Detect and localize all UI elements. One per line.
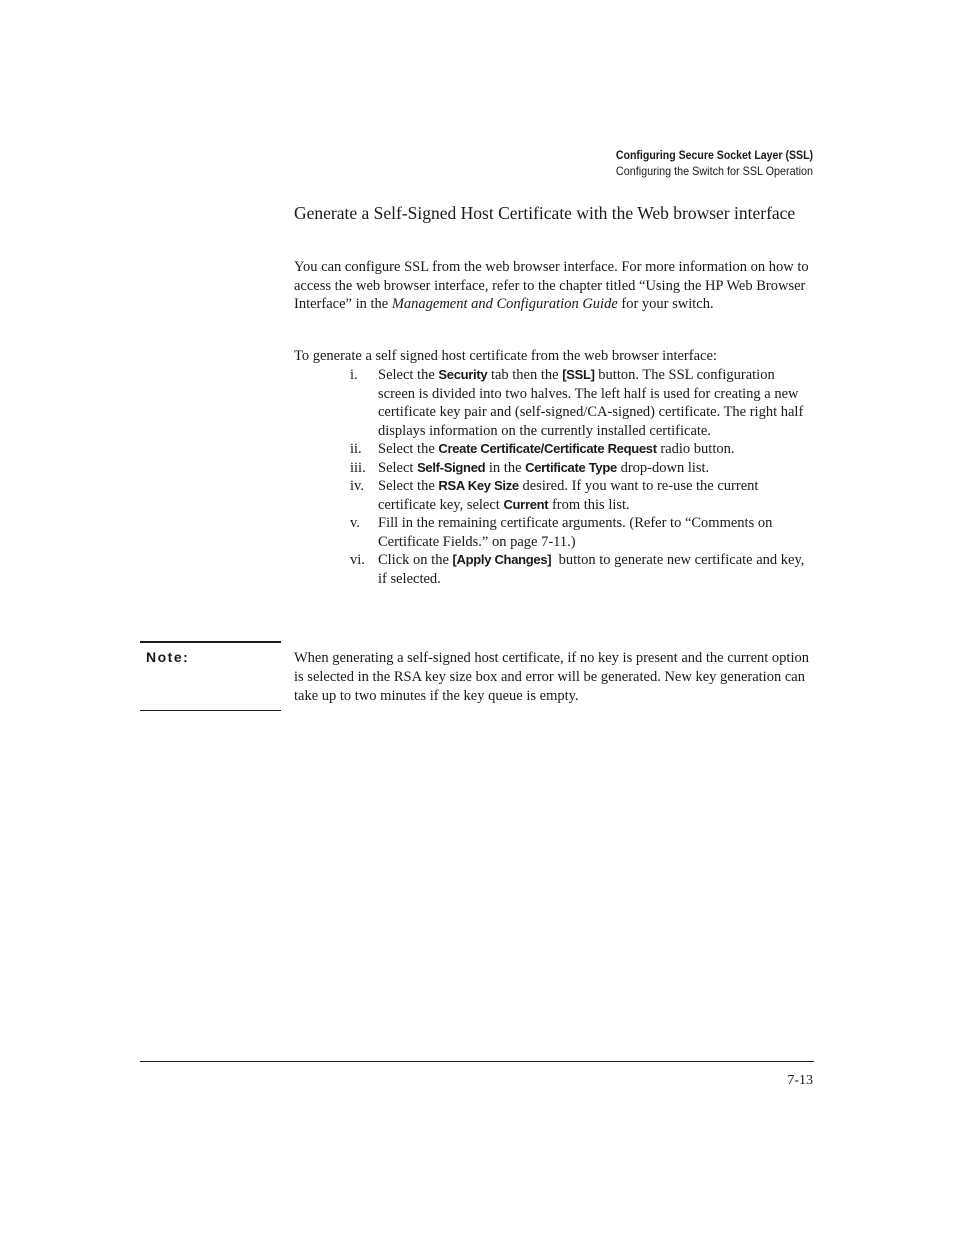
intro-text-1: You can configure SSL from the web browser interface. For more information on how to access the web browser interface, refer to the chapter titled “Using the HP Web Browser Interface” in the [294, 259, 809, 312]
list-item [294, 514, 814, 551]
note-top-rule [140, 641, 281, 643]
step-number: iv. [350, 478, 364, 494]
step-text: Click on the [378, 552, 453, 568]
intro-paragraph [294, 258, 814, 314]
section-heading: Generate a Self-Signed Host Certificate with the Web browser interface [294, 203, 796, 223]
step-text: in the [485, 459, 526, 476]
step-text: Select the [378, 478, 439, 494]
list-item [294, 440, 814, 459]
step-text: drop-down list. [616, 459, 710, 476]
note-text: When generating a self-signed host certificate, if no key is present and the current option is selected in the RSA key size box and error will be generated. New key generation can take up to two minutes if the key queue is empty. [294, 650, 809, 704]
steps-intro: To generate a self signed host certificate from the web browser interface: [294, 348, 717, 364]
chapter-title: Configuring Secure Socket Layer (SSL) [615, 148, 813, 162]
list-item [294, 459, 814, 478]
step-text: desired. If you want to re-use the current certificate key, select [378, 478, 759, 513]
footer-rule [140, 1061, 814, 1062]
apply-changes-label: [Apply Changes] [452, 552, 552, 567]
step-text: radio button. [656, 441, 735, 457]
page-number: 7-13 [787, 1073, 813, 1088]
step-number: iii. [350, 459, 366, 476]
steps-list [294, 366, 814, 588]
note-bottom-rule [140, 710, 281, 711]
step-text: from this list. [548, 496, 630, 513]
step-text: tab then the [487, 367, 563, 383]
step-number: ii. [350, 441, 362, 457]
note-label: Note: [146, 649, 190, 665]
running-header [589, 147, 813, 179]
ssl-button-label: [SSL] [562, 367, 595, 382]
rsa-key-size-label: RSA Key Size [438, 478, 519, 493]
current-label: Current [503, 496, 549, 512]
list-item [294, 551, 814, 588]
step-number: v. [350, 515, 360, 531]
step-number: vi. [350, 552, 365, 568]
list-item [294, 366, 814, 440]
create-certificate-label: Create Certificate/Certificate Request [438, 441, 657, 456]
section-title: Configuring the Switch for SSL Operation [615, 164, 813, 178]
certificate-type-label: Certificate Type [525, 459, 617, 475]
step-text: Select the [378, 441, 439, 457]
step-text: button. The SSL configuration screen is divided into two halves. The left half is used for creating a new certificate key pair and (self-signed/CA-signed) certificate. The right half displays information on the currently installed certificate. [378, 367, 804, 439]
step-text: Fill in the remaining certificate arguments. (Refer to “Comments on Certificate Fields.” on page 7-11.) [378, 515, 773, 550]
guide-title: Management and Configuration Guide [391, 296, 618, 312]
step-text: Select the [378, 367, 439, 383]
self-signed-label: Self-Signed [417, 459, 486, 475]
step-number: i. [350, 367, 358, 383]
step-text: button to generate new certificate and key, if selected. [378, 552, 809, 587]
step-text: Select [378, 459, 418, 476]
list-item [294, 477, 814, 514]
intro-text-2: for your switch. [617, 296, 714, 312]
security-tab-label: Security [438, 367, 488, 382]
